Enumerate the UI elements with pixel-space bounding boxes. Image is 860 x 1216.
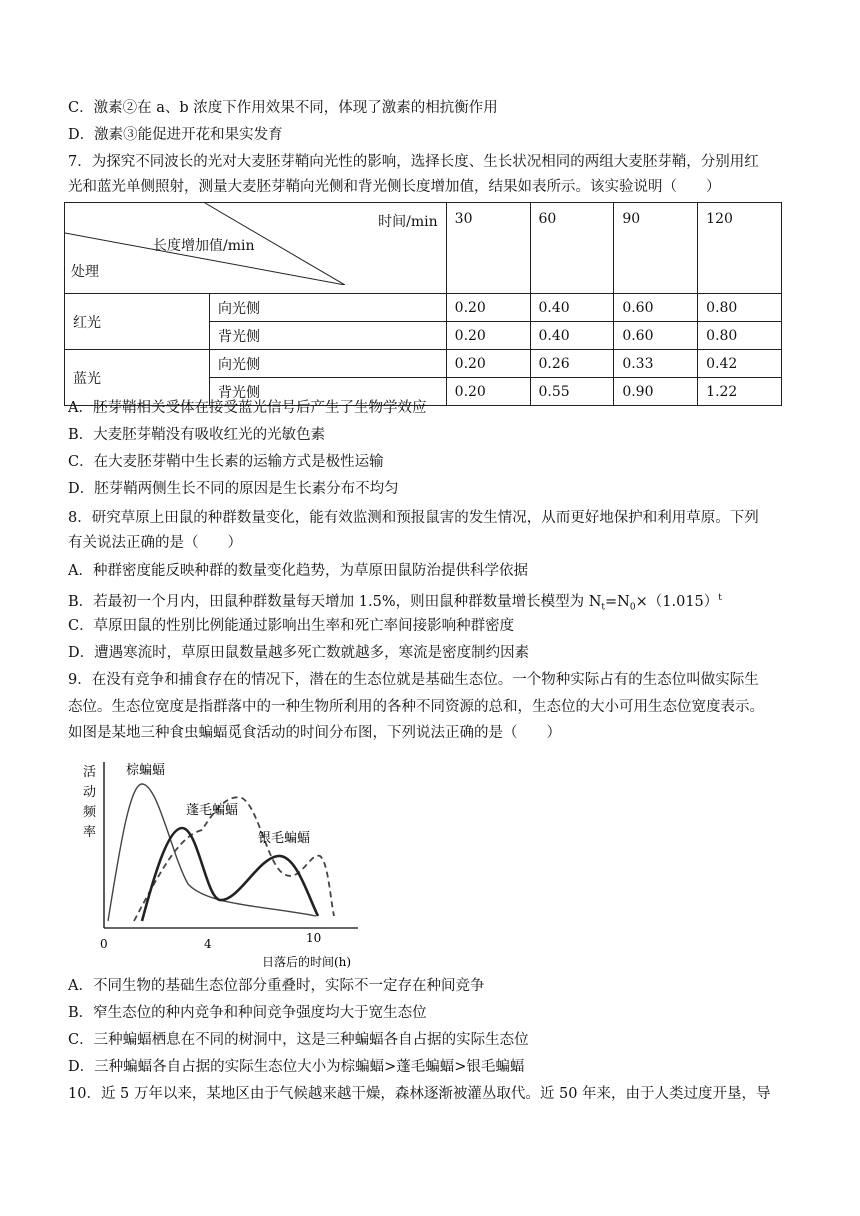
- cell: 0.20: [446, 378, 530, 406]
- x-axis-label: 日落后的时间(h): [262, 955, 352, 969]
- tick-10: 10: [306, 931, 322, 945]
- table-diagonal-header: [65, 203, 447, 294]
- cell: 0.42: [698, 350, 782, 378]
- q9-stem-line1: 9．在没有竞争和捕食存在的情况下，潜在的生态位就是基础生态位。一个物种实际占有的生态位叫做实际生: [68, 672, 759, 688]
- ylabel-char: 率: [83, 825, 97, 840]
- tick-0: 0: [100, 937, 108, 951]
- q7-option-b: B．大麦胚芽鞘没有吸收红光的光敏色素: [68, 427, 326, 443]
- q9-option-c: C．三种蝙蝠栖息在不同的树洞中，这是三种蝙蝠各自占据的实际生态位: [68, 1032, 529, 1048]
- cell: 0.60: [614, 294, 698, 322]
- q7-option-d: D．胚芽鞘两侧生长不同的原因是生长素分布不均匀: [68, 481, 399, 497]
- q7-results-table: [64, 202, 782, 406]
- group-blue: 蓝光: [65, 350, 210, 406]
- subscript-0: 0: [629, 602, 636, 613]
- q7-option-a: A．胚芽鞘相关受体在接受蓝光信号后产生了生物学效应: [68, 400, 427, 416]
- header-growth: 长度增加值/min: [153, 238, 255, 254]
- q8-stem-line1: 8．研究草原上田鼠的种群数量变化，能有效监测和预报鼠害的发生情况，从而更好地保护和利用草原。下列: [68, 510, 759, 526]
- label-brown-bat: 棕蝙蝠: [126, 763, 166, 778]
- q8-option-b-rate: ×（1.015）: [635, 593, 719, 610]
- cell: 1.22: [698, 378, 782, 406]
- q9-stem-line2: 态位。生态位宽度是指群落中的一种生物所利用的各种不同资源的总和，生态位的大小可用生态位宽度表示。: [68, 699, 764, 715]
- table-row: [65, 350, 782, 378]
- table-row: [65, 294, 782, 322]
- cell: 0.33: [614, 350, 698, 378]
- cell: 0.20: [446, 350, 530, 378]
- cell: 0.20: [446, 294, 530, 322]
- ylabel-char: 活: [83, 765, 97, 780]
- q9-option-b: B．窄生态位的种内竞争和种间竞争强度均大于宽生态位: [68, 1005, 427, 1021]
- label-hoary-bat: 蓬毛蝙蝠: [186, 803, 239, 818]
- q7-stem-line2: 光和蓝光单侧照射，测量大麦胚芽鞘向光侧和背光侧长度增加值，结果如表所示。该实验说明（ ）: [68, 179, 721, 195]
- q6-option-d: D．激素③能促进开花和果实发育: [68, 127, 283, 143]
- cell: 0.40: [530, 294, 614, 322]
- cell: 0.20: [446, 322, 530, 350]
- side-label: 背光侧: [210, 322, 447, 350]
- tick-4: 4: [204, 937, 212, 951]
- side-label: 背光侧: [210, 378, 447, 406]
- header-time-60: 60: [530, 203, 614, 294]
- header-time-120: 120: [698, 203, 782, 294]
- q7-stem-line1: 7．为探究不同波长的光对大麦胚芽鞘向光性的影响，选择长度、生长状况相同的两组大麦胚芽鞘，分别用红: [68, 154, 759, 170]
- side-label: 向光侧: [210, 350, 447, 378]
- q6-option-c: C．激素②在 a、b 浓度下作用效果不同，体现了激素的相抗衡作用: [68, 100, 498, 116]
- group-red: 红光: [65, 294, 210, 350]
- q8-option-b-text: B．若最初一个月内，田鼠种群数量每天增加 1.5%，则田鼠种群数量增长模型为 N: [68, 593, 602, 610]
- header-time-90: 90: [614, 203, 698, 294]
- ylabel-char: 频: [83, 805, 97, 820]
- q7-option-c: C．在大麦胚芽鞘中生长素的运输方式是极性运输: [68, 454, 384, 470]
- header-time-30: 30: [446, 203, 530, 294]
- q8-option-d: D．遭遇寒流时，草原田鼠数量越多死亡数就越多，寒流是密度制约因素: [68, 645, 530, 661]
- q8-stem-line2: 有关说法正确的是（ ）: [68, 535, 242, 551]
- header-time: 时间/min: [378, 214, 438, 230]
- cell: 0.90: [614, 378, 698, 406]
- cell: 0.55: [530, 378, 614, 406]
- subscript-t: t: [601, 602, 606, 613]
- q8-option-b: [68, 588, 722, 618]
- ylabel-char: 动: [83, 785, 97, 800]
- q8-option-c: C．草原田鼠的性别比例能通过影响出生率和死亡率间接影响种群密度: [68, 618, 515, 634]
- cell: 0.40: [530, 322, 614, 350]
- cell: 0.80: [698, 322, 782, 350]
- q9-option-a: A．不同生物的基础生态位部分重叠时，实际不一定存在种间竞争: [68, 978, 485, 994]
- label-silver-bat: 银毛蝙蝠: [258, 831, 311, 846]
- bat-activity-figure: [78, 756, 398, 974]
- q8-option-b-eq: =N: [605, 593, 630, 610]
- cell: 0.26: [530, 350, 614, 378]
- cell: 0.60: [614, 322, 698, 350]
- cell: 0.80: [698, 294, 782, 322]
- q10-stem-line1: 10．近 5 万年以来，某地区由于气候越来越干燥，森林逐渐被灌丛取代。近 50 年来，由于人类过度开垦，导: [68, 1086, 771, 1102]
- q9-option-d: D．三种蝙蝠各自占据的实际生态位大小为棕蝙蝠>蓬毛蝙蝠>银毛蝙蝠: [68, 1059, 525, 1075]
- q8-option-a: A．种群密度能反映种群的数量变化趋势，为草原田鼠防治提供科学依据: [68, 563, 528, 579]
- side-label: 向光侧: [210, 294, 447, 322]
- superscript-t: t: [718, 593, 722, 603]
- header-treatment: 处理: [71, 264, 99, 280]
- q9-stem-line3: 如图是某地三种食虫蝙蝠觅食活动的时间分布图，下列说法正确的是（ ）: [68, 725, 561, 741]
